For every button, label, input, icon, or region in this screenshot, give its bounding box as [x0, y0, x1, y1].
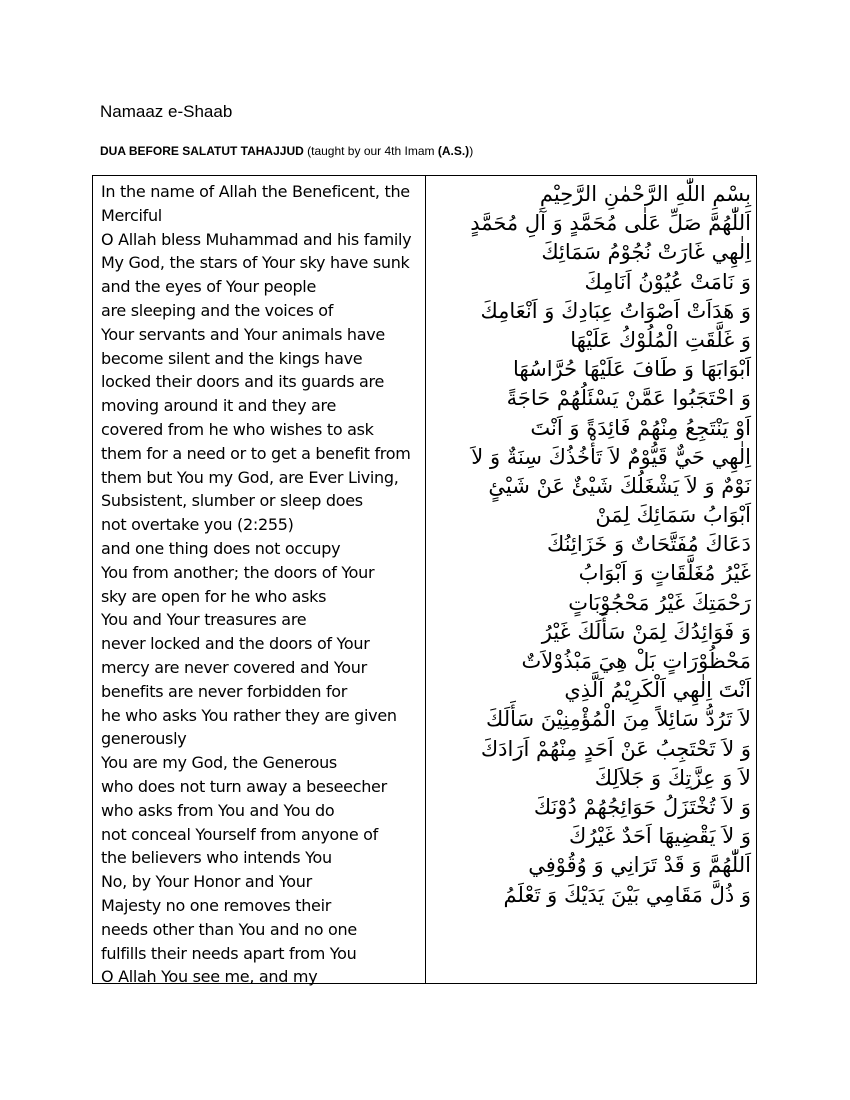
arabic-line: وَ هَدَاَتْ اَصْوَاتُ عِبَادِكَ وَ اَنْعَامِكَ — [480, 298, 751, 323]
english-line: who does not turn away a beseecher — [101, 776, 387, 796]
arabic-line: نَوْمٌ وَ لاَ يَشْغَلُكَ شَيْئٌ عَنْ شَيْئٍ — [488, 473, 751, 498]
english-line: You and Your treasures are — [101, 610, 307, 630]
arabic-line: وَ نَامَتْ عُيُوْنُ اَنَامِكَ — [584, 269, 751, 294]
english-line: never locked and the doors of Your — [101, 634, 370, 654]
english-line: not conceal Yourself from anyone of — [101, 824, 379, 844]
english-line: benefits are never forbidden for — [101, 681, 348, 701]
arabic-line: غَيْرُ مُغَلَّقَاتٍ وَ اَبْوَابُ — [578, 561, 751, 586]
subtitle-honorific: (A.S.) — [437, 144, 470, 158]
english-line: Your servants and Your animals have — [101, 324, 385, 344]
english-line: My God, the stars of Your sky have sunk — [101, 253, 410, 273]
arabic-line: وَ غَلَّقَتِ الْمُلُوْكُ عَلَيْهَا — [570, 327, 751, 352]
arabic-line: مَحْظُوْرَاتٍ بَلْ هِيَ مَبْذُوْلاَتٌ — [521, 649, 751, 673]
english-line: No, by Your Honor and Your — [101, 872, 312, 892]
arabic-line: اَللّٰهُمَّ صَلِّ عَلٰى مُحَمَّدٍ وَ آلِ مُحَمَّدٍ — [470, 211, 751, 236]
arabic-line: اَبْوَابُ سَمَائِكَ لِمَنْ — [595, 503, 751, 528]
english-line: covered from he who wishes to ask — [101, 419, 374, 439]
arabic-text-column — [433, 180, 751, 910]
arabic-line: وَ لاَ يَقْضِيهَا اَحَدٌ غَيْرُكَ — [569, 824, 751, 849]
english-line: Merciful — [101, 205, 162, 225]
arabic-line: اَللّٰهُمَّ وَ قَدْ تَرَانِي وَ وُقُوْفِي — [528, 853, 751, 878]
english-line: are sleeping and the voices of — [101, 300, 334, 320]
arabic-line: اَنْتَ اِلٰهِي اَلْكَرِيْمُ اَلَّذِي — [564, 678, 751, 703]
document-subtitle — [100, 144, 473, 158]
english-line: the believers who intends You — [101, 848, 332, 868]
arabic-line: دَعَاكَ مُفَتَّحَاتٌ وَ خَزَائِنُكَ — [547, 532, 751, 557]
english-line: locked their doors and its guards are — [101, 372, 384, 392]
arabic-line: وَ ذُلَّ مَقَامِي بَيْنَ يَدَيْكَ وَ تَعْلَمُ — [503, 882, 751, 907]
english-line: become silent and the kings have — [101, 348, 363, 368]
english-line: O Allah bless Muhammad and his family — [101, 229, 412, 249]
arabic-line: رَحْمَتِكَ غَيْرُ مَحْجُوْبَاتٍ — [568, 590, 751, 615]
english-line: You are my God, the Generous — [101, 753, 337, 773]
english-line: needs other than You and no one — [101, 919, 357, 939]
subtitle-end: ) — [469, 144, 474, 158]
english-line: them for a need or to get a benefit from — [101, 443, 411, 463]
english-line: mercy are never covered and Your — [101, 657, 367, 677]
english-line: In the name of Allah the Beneficent, the — [101, 182, 410, 201]
english-line: Majesty no one removes their — [101, 895, 331, 915]
subtitle-note: (taught by our 4th Imam — [303, 144, 438, 158]
english-line: You from another; the doors of Your — [101, 562, 375, 582]
arabic-line: وَ لاَ تُخْتَزَلُ حَوَائِجُهُمْ دُوْنَكَ — [533, 794, 751, 819]
english-line: them but You my God, are Ever Living, — [101, 467, 399, 487]
english-line: moving around it and they are — [101, 396, 336, 416]
arabic-line: وَ فَوَائِدُكَ لِمَنْ سَأَلَكَ غَيْرُ — [541, 619, 751, 644]
english-line: he who asks You rather they are given — [101, 705, 397, 725]
english-line: generously — [101, 729, 187, 749]
english-translation-column — [101, 180, 423, 989]
column-divider — [425, 176, 426, 983]
arabic-line: اِلٰهِي حَيٌّ قَيُّوْمٌ لاَ تَأْخُذُكَ سِنَةٌ وَ لاَ — [471, 444, 751, 469]
arabic-line: وَ لاَ تَحْتَجِبُ عَنْ اَحَدٍ مِنْهُمْ اَرَادَكَ — [480, 736, 751, 761]
arabic-line: بِسْمِ اللّٰهِ الرَّحْمٰنِ الرَّحِيْمِ — [539, 182, 751, 206]
english-line: sky are open for he who asks — [101, 586, 327, 606]
english-line: who asks from You and You do — [101, 800, 335, 820]
english-line: fulfills their needs apart from You — [101, 943, 357, 963]
document-title: Namaaz e-Shaab — [100, 102, 233, 121]
arabic-line: وَ احْتَجَبُوا عَمَّنْ يَسْئَلُهُمْ حَاجَةً — [506, 386, 751, 411]
english-line: not overtake you (2:255) — [101, 515, 294, 535]
dua-table — [92, 175, 757, 987]
arabic-line: لاَ وَ عِزَّتِكَ وَ جَلاَلِكَ — [594, 765, 751, 790]
arabic-line: اَبْوَابَهَا وَ طَافَ عَلَيْهَا حُرَّاسُهَا — [513, 357, 751, 382]
arabic-line: اِلٰهِي غَارَتْ نُجُوْمُ سَمَائِكَ — [541, 240, 751, 265]
english-line: Subsistent, slumber or sleep does — [101, 491, 363, 511]
subtitle-heading: DUA BEFORE SALATUT TAHAJJUD — [100, 144, 304, 158]
english-line: O Allah You see me, and my — [101, 967, 318, 987]
english-line: and one thing does not occupy — [101, 538, 341, 558]
arabic-line: لاَ تَرُدُّ سَائِلاً مِنَ الْمُؤْمِنِيْنَ سَأَلَكَ — [486, 707, 751, 732]
arabic-line: اَوْ يَنْتَجِعُ مِنْهُمْ فَائِدَةً وَ اَنْتَ — [530, 415, 751, 440]
english-line: and the eyes of Your people — [101, 277, 316, 297]
